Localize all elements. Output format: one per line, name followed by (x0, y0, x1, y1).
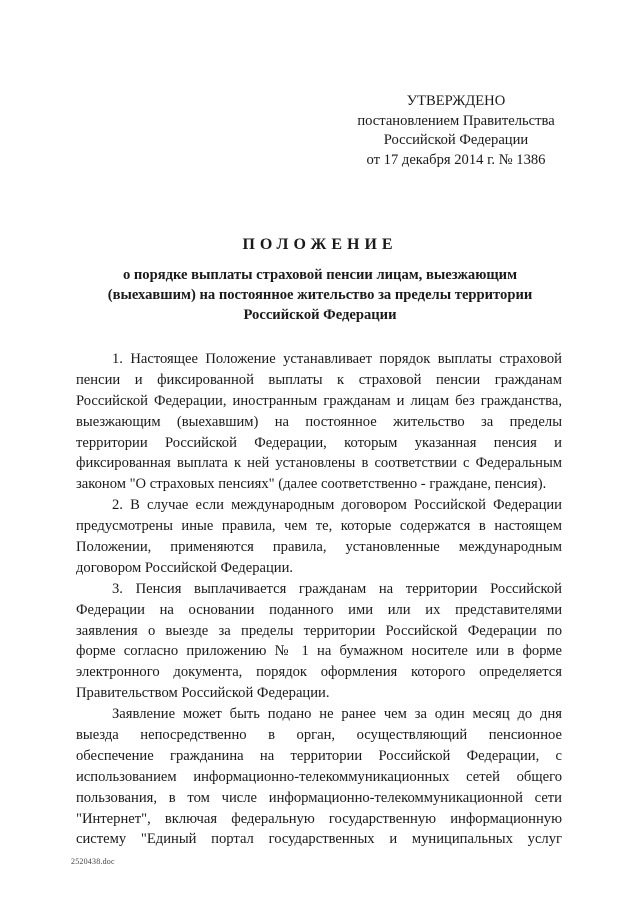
paragraph-3-line: электронного документа, порядок оформления которого определяется (76, 664, 562, 681)
paragraph-4-line: систему "Единый портал государственных и муниципальных услуг (76, 831, 562, 848)
paragraph-1-line: территории Российской Федерации, которым указанная пенсия и (76, 434, 562, 451)
approval-authority: постановлением Правительства (357, 112, 555, 129)
paragraph-4-line: пользования, в том числе информационно-телекоммуникационной сети (76, 789, 562, 806)
approval-date-number: от 17 декабря 2014 г. № 1386 (366, 151, 546, 168)
paragraph-2-line: Положении, применяются правила, установленные международным (76, 539, 562, 556)
file-code: 2520438.doc (71, 857, 115, 866)
paragraph-3-line: Федерации на основании поданного ими или их представителями (76, 601, 562, 618)
approval-stamp (346, 92, 566, 170)
paragraph-4-line: использованием информационно-телекоммуникационных сетей общего (76, 768, 562, 785)
document-subtitle (60, 265, 580, 325)
approval-heading: УТВЕРЖДЕНО (406, 93, 506, 109)
paragraph-3-line: форме согласно приложению № 1 на бумажном носителе или в форме (76, 643, 562, 660)
subtitle-line-2: (выехавшим) на постоянное жительство за пределы территории (107, 287, 533, 303)
paragraph-1-line: пенсии и фиксированной выплаты к страховой пенсии гражданам (76, 371, 562, 388)
subtitle-line-3: Российской Федерации (243, 307, 397, 323)
paragraph-2-line: договором Российской Федерации. (76, 559, 294, 576)
paragraph-4-line: обеспечение гражданина на территории Российской Федерации, с (76, 747, 562, 764)
paragraph-3-line: заявления о выезде за пределы территории Российской Федерации по (76, 622, 562, 639)
subtitle-line-1: о порядке выплаты страховой пенсии лицам, выезжающим (122, 267, 518, 283)
paragraph-2-line: 2. В случае если международным договором Российской Федерации (112, 497, 562, 514)
paragraph-1-line: фиксированная выплата к ней установлены в соответствии с Федеральным (76, 455, 562, 472)
document-body (76, 349, 562, 850)
paragraph-3-line: Правительством Российской Федерации. (76, 685, 330, 702)
paragraph-4-line: выезда непосредственно в орган, осуществляющий пенсионное (76, 727, 562, 744)
paragraph-1-line: 1. Настоящее Положение устанавливает порядок выплаты страховой (112, 351, 562, 367)
paragraph-3-line: 3. Пенсия выплачивается гражданам на территории Российской (112, 580, 562, 597)
paragraph-1-line: законом "О страховых пенсиях" (далее соответственно - граждане, пенсия). (76, 476, 547, 493)
paragraph-4-line: "Интернет", включая федеральную государственную информационную (76, 810, 562, 827)
approval-country: Российской Федерации (383, 132, 529, 148)
paragraph-2-line: предусмотрены иные правила, чем те, которые содержатся в настоящем (76, 518, 562, 535)
paragraph-4-line: Заявление может быть подано не ранее чем за один месяц до дня (112, 706, 562, 723)
paragraph-1-line: выезжающим (выехавшим) на постоянное жительство за пределы (76, 413, 562, 430)
paragraph-1-line: Российской Федерации, иностранным гражданам и лицам без гражданства, (76, 392, 562, 409)
document-title: ПОЛОЖЕНИЕ (242, 236, 398, 253)
